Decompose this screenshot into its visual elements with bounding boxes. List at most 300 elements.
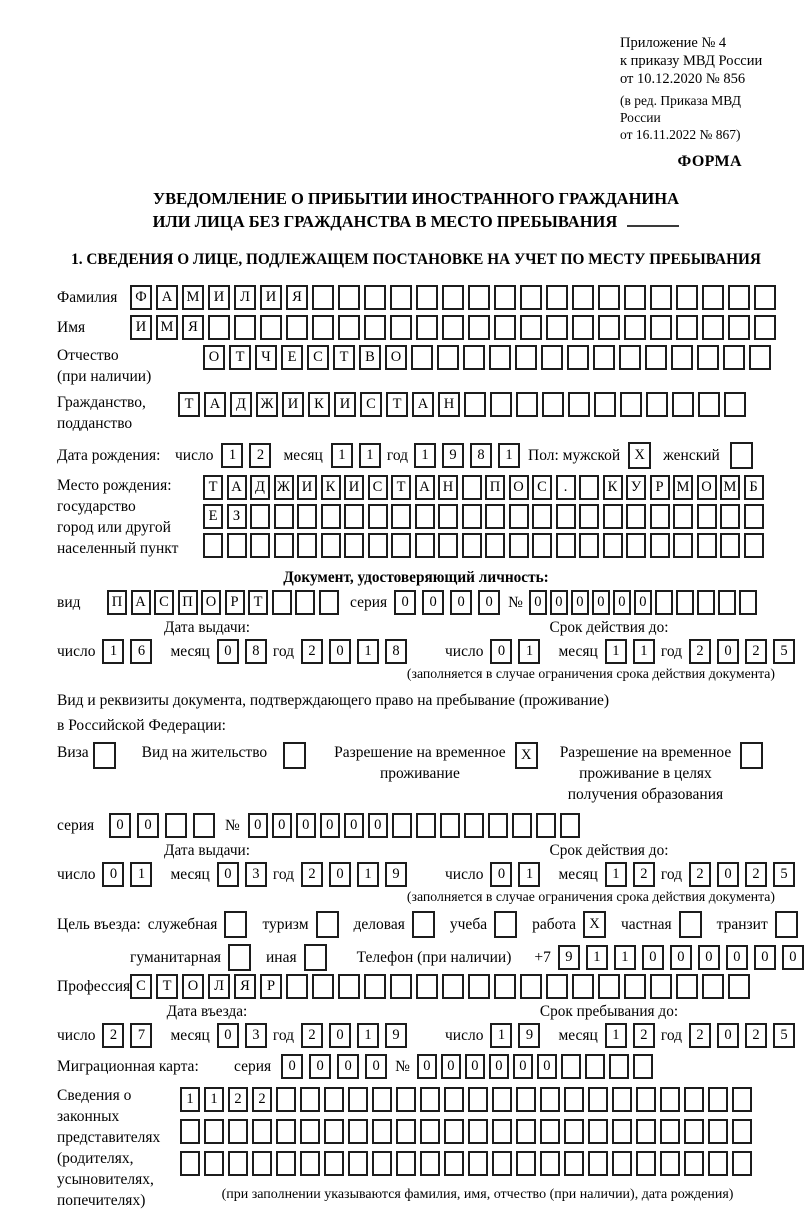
birthplace-cell[interactable]	[579, 533, 599, 558]
surname-cell[interactable]	[390, 285, 412, 310]
firstname-cell[interactable]	[572, 315, 594, 340]
birthplace-cell[interactable]	[673, 533, 693, 558]
resdoc-number-cell[interactable]	[512, 813, 532, 838]
firstname-cell[interactable]	[520, 315, 542, 340]
profession-cell[interactable]	[390, 974, 412, 999]
representatives-cell[interactable]	[708, 1087, 728, 1112]
doc-valid-day-cell[interactable]: 0	[490, 639, 512, 664]
birthplace-cell[interactable]	[720, 533, 740, 558]
resdoc-series-cell[interactable]: 0	[109, 813, 131, 838]
birthplace-cell[interactable]: М	[720, 475, 740, 500]
birthplace-cell[interactable]: .	[556, 475, 576, 500]
representatives-cell[interactable]	[516, 1119, 536, 1144]
representatives-cell[interactable]	[588, 1119, 608, 1144]
doc-valid-month-cell[interactable]: 1	[633, 639, 655, 664]
representatives-cell[interactable]	[612, 1151, 632, 1176]
profession-cell[interactable]: О	[182, 974, 204, 999]
birthplace-cell[interactable]	[344, 504, 364, 529]
representatives-cell[interactable]	[348, 1087, 368, 1112]
resdoc-valid-month-cell[interactable]: 2	[633, 862, 655, 887]
firstname-cell[interactable]	[676, 315, 698, 340]
firstname-cell[interactable]	[390, 315, 412, 340]
resdoc-number-cell[interactable]: 0	[272, 813, 292, 838]
resdoc-valid-year-cell[interactable]: 0	[717, 862, 739, 887]
migration-number-cell[interactable]	[585, 1054, 605, 1079]
birthplace-cell[interactable]	[415, 533, 435, 558]
birthplace-cell[interactable]: А	[415, 475, 435, 500]
birthplace-cell[interactable]	[368, 533, 388, 558]
surname-cell[interactable]	[416, 285, 438, 310]
firstname-cell[interactable]	[416, 315, 438, 340]
representatives-cell[interactable]	[540, 1151, 560, 1176]
doc-issue-day-cell[interactable]: 6	[130, 639, 152, 664]
birthdate-month-cell[interactable]: 1	[359, 443, 381, 468]
birthplace-cell[interactable]: М	[673, 475, 693, 500]
profession-cell[interactable]: Я	[234, 974, 256, 999]
migration-number-cell[interactable]: 0	[537, 1054, 557, 1079]
representatives-cell[interactable]: 2	[228, 1087, 248, 1112]
representatives-cell[interactable]	[204, 1119, 224, 1144]
profession-cell[interactable]	[312, 974, 334, 999]
representatives-cell[interactable]	[468, 1119, 488, 1144]
doc-type-cell[interactable]: Т	[248, 590, 268, 615]
migration-series-cell[interactable]: 0	[337, 1054, 359, 1079]
doc-issue-year-cell[interactable]: 0	[329, 639, 351, 664]
surname-cell[interactable]	[364, 285, 386, 310]
birthplace-cell[interactable]: О	[509, 475, 529, 500]
birthplace-cell[interactable]	[744, 504, 764, 529]
representatives-cell[interactable]	[228, 1119, 248, 1144]
birthplace-cell[interactable]: И	[297, 475, 317, 500]
patronymic-cell[interactable]: Ч	[255, 345, 277, 370]
representatives-cell[interactable]	[180, 1151, 200, 1176]
birthplace-cell[interactable]: Т	[391, 475, 411, 500]
surname-cell[interactable]	[520, 285, 542, 310]
birthplace-cell[interactable]: Т	[203, 475, 223, 500]
resdoc-valid-year-cell[interactable]: 5	[773, 862, 795, 887]
citizenship-cell[interactable]	[594, 392, 616, 417]
entry-day-cell[interactable]: 7	[130, 1023, 152, 1048]
representatives-cell[interactable]	[444, 1087, 464, 1112]
profession-cell[interactable]: С	[130, 974, 152, 999]
migration-number-cell[interactable]	[561, 1054, 581, 1079]
citizenship-cell[interactable]	[698, 392, 720, 417]
stay-month-cell[interactable]: 1	[605, 1023, 627, 1048]
doc-number-cell[interactable]: 0	[634, 590, 652, 615]
firstname-cell[interactable]	[702, 315, 724, 340]
citizenship-cell[interactable]: Н	[438, 392, 460, 417]
migration-number-cell[interactable]: 0	[489, 1054, 509, 1079]
patronymic-cell[interactable]: Т	[229, 345, 251, 370]
patronymic-cell[interactable]	[619, 345, 641, 370]
doc-number-cell[interactable]	[739, 590, 757, 615]
firstname-cell[interactable]: М	[156, 315, 178, 340]
representatives-cell[interactable]	[300, 1087, 320, 1112]
doc-type-cell[interactable]: О	[201, 590, 221, 615]
temp-permit-checkbox[interactable]: X	[515, 742, 538, 769]
firstname-cell[interactable]	[494, 315, 516, 340]
representatives-cell[interactable]	[396, 1087, 416, 1112]
patronymic-cell[interactable]: Т	[333, 345, 355, 370]
citizenship-cell[interactable]	[568, 392, 590, 417]
surname-cell[interactable]	[312, 285, 334, 310]
representatives-cell[interactable]	[612, 1119, 632, 1144]
citizenship-cell[interactable]: С	[360, 392, 382, 417]
purpose-humanitarian-checkbox[interactable]	[228, 944, 251, 971]
birthplace-cell[interactable]	[697, 504, 717, 529]
resdoc-number-cell[interactable]: 0	[368, 813, 388, 838]
stay-year-cell[interactable]: 0	[717, 1023, 739, 1048]
firstname-cell[interactable]	[468, 315, 490, 340]
birthplace-cell[interactable]: К	[603, 475, 623, 500]
phone-digit-cell[interactable]: 0	[782, 945, 804, 970]
birthplace-cell[interactable]	[532, 504, 552, 529]
birthplace-cell[interactable]	[438, 504, 458, 529]
migration-series-cell[interactable]: 0	[281, 1054, 303, 1079]
birthplace-cell[interactable]: И	[344, 475, 364, 500]
representatives-cell[interactable]	[516, 1151, 536, 1176]
doc-number-cell[interactable]	[655, 590, 673, 615]
purpose-work-checkbox[interactable]: X	[583, 911, 606, 938]
birthplace-cell[interactable]	[391, 533, 411, 558]
doc-number-cell[interactable]: 0	[592, 590, 610, 615]
representatives-cell[interactable]	[636, 1087, 656, 1112]
stay-month-cell[interactable]: 2	[633, 1023, 655, 1048]
doc-type-cell[interactable]	[272, 590, 292, 615]
patronymic-cell[interactable]	[593, 345, 615, 370]
representatives-cell[interactable]	[660, 1119, 680, 1144]
firstname-cell[interactable]	[624, 315, 646, 340]
birthplace-cell[interactable]	[321, 504, 341, 529]
firstname-cell[interactable]: И	[130, 315, 152, 340]
patronymic-cell[interactable]: В	[359, 345, 381, 370]
doc-type-cell[interactable]: С	[154, 590, 174, 615]
representatives-cell[interactable]	[276, 1151, 296, 1176]
sex-female-checkbox[interactable]	[730, 442, 753, 469]
birthplace-cell[interactable]	[744, 533, 764, 558]
representatives-cell[interactable]	[444, 1151, 464, 1176]
doc-series-cell[interactable]: 0	[450, 590, 472, 615]
firstname-cell[interactable]	[546, 315, 568, 340]
birthplace-cell[interactable]: С	[532, 475, 552, 500]
birthplace-cell[interactable]	[650, 504, 670, 529]
representatives-cell[interactable]	[228, 1151, 248, 1176]
doc-number-cell[interactable]	[718, 590, 736, 615]
birthplace-cell[interactable]	[556, 504, 576, 529]
entry-day-cell[interactable]: 2	[102, 1023, 124, 1048]
doc-number-cell[interactable]: 0	[550, 590, 568, 615]
migration-number-cell[interactable]: 0	[441, 1054, 461, 1079]
stay-year-cell[interactable]: 2	[745, 1023, 767, 1048]
profession-cell[interactable]	[546, 974, 568, 999]
surname-cell[interactable]: И	[208, 285, 230, 310]
migration-series-cell[interactable]: 0	[365, 1054, 387, 1079]
representatives-cell[interactable]	[468, 1087, 488, 1112]
birthplace-cell[interactable]	[697, 533, 717, 558]
representatives-cell[interactable]	[180, 1119, 200, 1144]
resdoc-issue-day-cell[interactable]: 0	[102, 862, 124, 887]
representatives-cell[interactable]	[708, 1151, 728, 1176]
surname-cell[interactable]	[442, 285, 464, 310]
citizenship-cell[interactable]	[516, 392, 538, 417]
profession-cell[interactable]	[702, 974, 724, 999]
purpose-private-checkbox[interactable]	[679, 911, 702, 938]
birthdate-year-cell[interactable]: 1	[414, 443, 436, 468]
doc-issue-year-cell[interactable]: 8	[385, 639, 407, 664]
profession-cell[interactable]: Л	[208, 974, 230, 999]
patronymic-cell[interactable]: О	[203, 345, 225, 370]
resdoc-series-cell[interactable]: 0	[137, 813, 159, 838]
representatives-cell[interactable]	[372, 1087, 392, 1112]
citizenship-cell[interactable]	[490, 392, 512, 417]
representatives-cell[interactable]	[420, 1151, 440, 1176]
surname-cell[interactable]	[468, 285, 490, 310]
citizenship-cell[interactable]	[646, 392, 668, 417]
birthplace-cell[interactable]: А	[227, 475, 247, 500]
surname-cell[interactable]	[754, 285, 776, 310]
entry-year-cell[interactable]: 2	[301, 1023, 323, 1048]
representatives-cell[interactable]	[516, 1087, 536, 1112]
patronymic-cell[interactable]: О	[385, 345, 407, 370]
stay-day-cell[interactable]: 9	[518, 1023, 540, 1048]
representatives-cell[interactable]	[708, 1119, 728, 1144]
citizenship-cell[interactable]: И	[282, 392, 304, 417]
birthplace-cell[interactable]	[579, 475, 599, 500]
surname-cell[interactable]	[728, 285, 750, 310]
representatives-cell[interactable]	[468, 1151, 488, 1176]
resdoc-series-cell[interactable]	[165, 813, 187, 838]
resdoc-valid-day-cell[interactable]: 1	[518, 862, 540, 887]
citizenship-cell[interactable]	[542, 392, 564, 417]
birthdate-year-cell[interactable]: 8	[470, 443, 492, 468]
resdoc-number-cell[interactable]	[440, 813, 460, 838]
resdoc-number-cell[interactable]	[560, 813, 580, 838]
phone-digit-cell[interactable]: 0	[642, 945, 664, 970]
surname-cell[interactable]	[624, 285, 646, 310]
resdoc-issue-year-cell[interactable]: 2	[301, 862, 323, 887]
representatives-cell[interactable]	[372, 1151, 392, 1176]
phone-digit-cell[interactable]: 0	[698, 945, 720, 970]
birthplace-cell[interactable]	[720, 504, 740, 529]
patronymic-cell[interactable]: Е	[281, 345, 303, 370]
profession-cell[interactable]	[520, 974, 542, 999]
surname-cell[interactable]	[494, 285, 516, 310]
birthplace-cell[interactable]: Б	[744, 475, 764, 500]
birthplace-cell[interactable]: П	[485, 475, 505, 500]
resdoc-number-cell[interactable]	[464, 813, 484, 838]
birthplace-cell[interactable]	[579, 504, 599, 529]
birthplace-cell[interactable]	[321, 533, 341, 558]
resdoc-number-cell[interactable]	[392, 813, 412, 838]
resdoc-issue-year-cell[interactable]: 1	[357, 862, 379, 887]
resdoc-issue-year-cell[interactable]: 0	[329, 862, 351, 887]
firstname-cell[interactable]	[312, 315, 334, 340]
resdoc-number-cell[interactable]: 0	[296, 813, 316, 838]
birthplace-cell[interactable]	[603, 533, 623, 558]
migration-number-cell[interactable]	[609, 1054, 629, 1079]
entry-year-cell[interactable]: 9	[385, 1023, 407, 1048]
citizenship-cell[interactable]	[672, 392, 694, 417]
phone-digit-cell[interactable]: 9	[558, 945, 580, 970]
birthplace-cell[interactable]	[227, 533, 247, 558]
birthplace-cell[interactable]	[368, 504, 388, 529]
resdoc-valid-day-cell[interactable]: 0	[490, 862, 512, 887]
profession-cell[interactable]: Р	[260, 974, 282, 999]
patronymic-cell[interactable]	[749, 345, 771, 370]
patronymic-cell[interactable]	[723, 345, 745, 370]
firstname-cell[interactable]: Я	[182, 315, 204, 340]
profession-cell[interactable]	[468, 974, 490, 999]
surname-cell[interactable]: И	[260, 285, 282, 310]
patronymic-cell[interactable]	[515, 345, 537, 370]
birthplace-cell[interactable]	[485, 533, 505, 558]
phone-digit-cell[interactable]: 0	[754, 945, 776, 970]
representatives-cell[interactable]	[732, 1119, 752, 1144]
birthplace-cell[interactable]	[274, 504, 294, 529]
surname-cell[interactable]	[546, 285, 568, 310]
birthplace-cell[interactable]	[650, 533, 670, 558]
citizenship-cell[interactable]	[724, 392, 746, 417]
resdoc-number-cell[interactable]	[416, 813, 436, 838]
doc-type-cell[interactable]: П	[107, 590, 127, 615]
citizenship-cell[interactable]: И	[334, 392, 356, 417]
representatives-cell[interactable]	[300, 1119, 320, 1144]
surname-cell[interactable]	[598, 285, 620, 310]
doc-valid-year-cell[interactable]: 2	[745, 639, 767, 664]
migration-number-cell[interactable]	[633, 1054, 653, 1079]
birthplace-cell[interactable]	[203, 533, 223, 558]
representatives-cell[interactable]: 2	[252, 1087, 272, 1112]
representatives-cell[interactable]	[324, 1087, 344, 1112]
birthdate-year-cell[interactable]: 1	[498, 443, 520, 468]
representatives-cell[interactable]	[420, 1087, 440, 1112]
patronymic-cell[interactable]	[541, 345, 563, 370]
representatives-cell[interactable]	[588, 1151, 608, 1176]
profession-cell[interactable]	[364, 974, 386, 999]
profession-cell[interactable]	[572, 974, 594, 999]
firstname-cell[interactable]	[598, 315, 620, 340]
doc-issue-year-cell[interactable]: 1	[357, 639, 379, 664]
firstname-cell[interactable]	[260, 315, 282, 340]
representatives-cell[interactable]	[324, 1151, 344, 1176]
birthplace-cell[interactable]: С	[368, 475, 388, 500]
birthplace-cell[interactable]: У	[626, 475, 646, 500]
birthplace-cell[interactable]: Д	[250, 475, 270, 500]
firstname-cell[interactable]	[728, 315, 750, 340]
representatives-cell[interactable]	[636, 1151, 656, 1176]
doc-valid-day-cell[interactable]: 1	[518, 639, 540, 664]
surname-cell[interactable]	[572, 285, 594, 310]
birthplace-cell[interactable]: К	[321, 475, 341, 500]
birthplace-cell[interactable]	[626, 533, 646, 558]
patronymic-cell[interactable]	[489, 345, 511, 370]
representatives-cell[interactable]	[396, 1119, 416, 1144]
doc-type-cell[interactable]: А	[131, 590, 151, 615]
representatives-cell[interactable]	[372, 1119, 392, 1144]
representatives-cell[interactable]	[252, 1119, 272, 1144]
representatives-cell[interactable]	[492, 1087, 512, 1112]
stay-day-cell[interactable]: 1	[490, 1023, 512, 1048]
representatives-cell[interactable]	[732, 1151, 752, 1176]
doc-issue-day-cell[interactable]: 1	[102, 639, 124, 664]
profession-cell[interactable]	[442, 974, 464, 999]
firstname-cell[interactable]	[442, 315, 464, 340]
patronymic-cell[interactable]	[463, 345, 485, 370]
birthplace-cell[interactable]	[603, 504, 623, 529]
representatives-cell[interactable]	[300, 1151, 320, 1176]
birthplace-cell[interactable]	[509, 533, 529, 558]
patronymic-cell[interactable]	[567, 345, 589, 370]
birthplace-cell[interactable]	[626, 504, 646, 529]
patronymic-cell[interactable]	[697, 345, 719, 370]
representatives-cell[interactable]	[684, 1087, 704, 1112]
representatives-cell[interactable]	[276, 1087, 296, 1112]
doc-series-cell[interactable]: 0	[478, 590, 500, 615]
birthdate-day-cell[interactable]: 1	[221, 443, 243, 468]
birthplace-cell[interactable]: Е	[203, 504, 223, 529]
representatives-cell[interactable]	[732, 1087, 752, 1112]
representatives-cell[interactable]	[276, 1119, 296, 1144]
purpose-tourism-checkbox[interactable]	[316, 911, 339, 938]
patronymic-cell[interactable]: С	[307, 345, 329, 370]
resdoc-valid-month-cell[interactable]: 1	[605, 862, 627, 887]
representatives-cell[interactable]	[444, 1119, 464, 1144]
purpose-other-checkbox[interactable]	[304, 944, 327, 971]
birthplace-cell[interactable]	[250, 533, 270, 558]
migration-number-cell[interactable]: 0	[465, 1054, 485, 1079]
surname-cell[interactable]	[650, 285, 672, 310]
migration-number-cell[interactable]: 0	[513, 1054, 533, 1079]
representatives-cell[interactable]	[684, 1119, 704, 1144]
resdoc-number-cell[interactable]: 0	[248, 813, 268, 838]
resdoc-series-cell[interactable]	[193, 813, 215, 838]
surname-cell[interactable]	[676, 285, 698, 310]
firstname-cell[interactable]	[364, 315, 386, 340]
entry-year-cell[interactable]: 1	[357, 1023, 379, 1048]
representatives-cell[interactable]	[564, 1087, 584, 1112]
birthplace-cell[interactable]: З	[227, 504, 247, 529]
purpose-transit-checkbox[interactable]	[775, 911, 798, 938]
resdoc-issue-month-cell[interactable]: 3	[245, 862, 267, 887]
birthplace-cell[interactable]	[556, 533, 576, 558]
representatives-cell[interactable]	[420, 1119, 440, 1144]
entry-month-cell[interactable]: 3	[245, 1023, 267, 1048]
profession-cell[interactable]	[728, 974, 750, 999]
entry-month-cell[interactable]: 0	[217, 1023, 239, 1048]
birthplace-cell[interactable]	[391, 504, 411, 529]
representatives-cell[interactable]	[660, 1151, 680, 1176]
firstname-cell[interactable]	[286, 315, 308, 340]
birthplace-cell[interactable]: Ж	[274, 475, 294, 500]
birthplace-cell[interactable]	[250, 504, 270, 529]
resdoc-issue-year-cell[interactable]: 9	[385, 862, 407, 887]
birthplace-cell[interactable]: Н	[438, 475, 458, 500]
representatives-cell[interactable]	[348, 1119, 368, 1144]
stay-year-cell[interactable]: 2	[689, 1023, 711, 1048]
resdoc-issue-day-cell[interactable]: 1	[130, 862, 152, 887]
doc-number-cell[interactable]: 0	[613, 590, 631, 615]
surname-cell[interactable]	[702, 285, 724, 310]
birthplace-cell[interactable]	[509, 504, 529, 529]
purpose-official-checkbox[interactable]	[224, 911, 247, 938]
patronymic-cell[interactable]	[411, 345, 433, 370]
doc-series-cell[interactable]: 0	[422, 590, 444, 615]
surname-cell[interactable]: М	[182, 285, 204, 310]
profession-cell[interactable]	[598, 974, 620, 999]
patronymic-cell[interactable]	[671, 345, 693, 370]
birthplace-cell[interactable]	[415, 504, 435, 529]
resdoc-number-cell[interactable]: 0	[320, 813, 340, 838]
